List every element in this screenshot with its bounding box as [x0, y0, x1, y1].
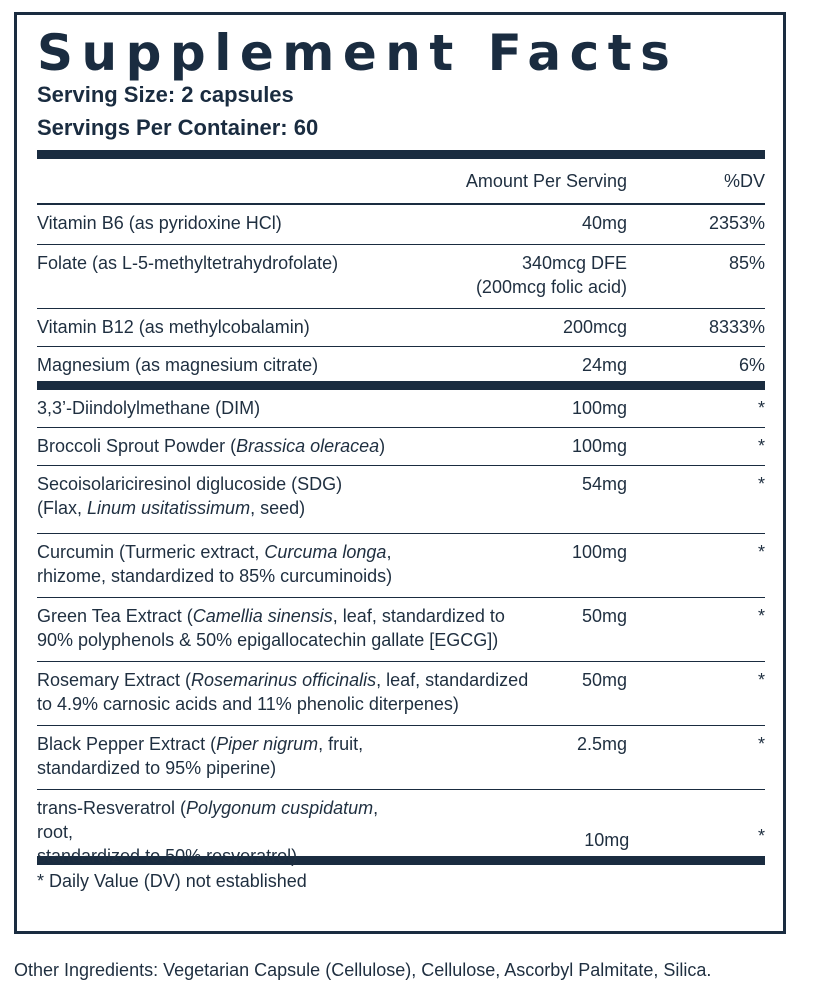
ingredient-row [37, 466, 765, 534]
ingredient-amount: 54mg [581, 474, 627, 494]
other-ingredients: Other Ingredients: Vegetarian Capsule (Cellulose), Cellulose, Ascorbyl Palmitate, Silica. [14, 960, 712, 980]
nutrient-dv: 6% [738, 355, 765, 375]
ingredient-row [37, 662, 765, 726]
nutrient-row [37, 245, 765, 309]
nutrient-dv: 85% [728, 253, 765, 273]
nutrient-amount: 340mcg DFE [521, 253, 627, 273]
ingredient-dv: * [757, 606, 765, 626]
ingredient-amount: 100mg [571, 398, 627, 418]
ingredient-name: Green Tea Extract (Camellia sinensis, leaf, standardized to 90% polyphenols & 50% epigallocatechin gallate [EGCG]) [37, 606, 505, 650]
nutrient-amount-note: (200mcg folic acid) [475, 277, 627, 297]
ingredient-name: Curcumin (Turmeric extract, Curcuma longa, rhizome, standardized to 85% curcuminoids) [37, 542, 393, 586]
nutrient-amount: 200mcg [562, 317, 627, 337]
nutrient-name: Folate (as L-5-methyltetrahydrofolate) [37, 253, 339, 273]
ingredient-amount: 50mg [581, 606, 627, 626]
ingredient-row [37, 390, 765, 428]
nutrient-dv: 2353% [708, 213, 765, 233]
ingredient-dv: * [757, 398, 765, 418]
ingredient-row [37, 598, 765, 662]
nutrient-row [37, 347, 765, 381]
ingredient-row [37, 726, 765, 790]
nutrient-name: Vitamin B6 (as pyridoxine HCl) [37, 213, 282, 233]
ingredient-name: Black Pepper Extract (Piper nigrum, fruit, standardized to 95% piperine) [37, 734, 364, 778]
panel-title: Supplement Facts [37, 24, 679, 82]
divider-thick [37, 381, 765, 390]
ingredient-amount: 100mg [571, 436, 627, 456]
ingredient-name: trans-Resveratrol (Polygonum cuspidatum, root, standardized to 50% resveratrol) [37, 798, 379, 866]
ingredient-dv: * [757, 542, 765, 562]
divider-thick [37, 150, 765, 159]
supplement-facts-panel [14, 12, 786, 934]
ingredient-name: 3,3’-Diindolylmethane (DIM) [37, 398, 261, 418]
ingredient-amount: 2.5mg [576, 734, 627, 754]
ingredient-row [37, 790, 765, 866]
nutrient-row [37, 309, 765, 347]
ingredient-dv: * [757, 474, 765, 494]
ingredient-amount: 50mg [581, 670, 627, 690]
servings-per-container: Servings Per Container: 60 [37, 115, 319, 140]
nutrient-row [37, 205, 765, 245]
footnote: * Daily Value (DV) not established [37, 871, 307, 891]
nutrient-dv: 8333% [708, 317, 765, 337]
ingredient-name: Rosemary Extract (Rosemarinus officinalis, leaf, standardized to 4.9% carnosic acids and 11% phenolic diterpenes) [37, 670, 529, 714]
ingredient-dv: * [757, 436, 765, 456]
serving-size: Serving Size: 2 capsules [37, 82, 294, 107]
ingredient-amount: 10mg [584, 830, 630, 850]
ingredient-row [37, 534, 765, 598]
nutrient-name: Vitamin B12 (as methylcobalamin) [37, 317, 310, 337]
ingredient-name: Broccoli Sprout Powder (Brassica oleracea) [37, 436, 386, 456]
nutrient-amount: 24mg [581, 355, 627, 375]
ingredient-amount: 100mg [571, 542, 627, 562]
nutrient-amount: 40mg [581, 213, 627, 233]
column-header [37, 159, 765, 203]
ingredient-dv: * [757, 734, 765, 754]
ingredient-dv: * [757, 826, 765, 846]
amount-header: Amount Per Serving [465, 170, 627, 191]
ingredient-row [37, 428, 765, 466]
dv-header: %DV [723, 170, 765, 191]
ingredient-name: Secoisolariciresinol diglucoside (SDG) (Flax, Linum usitatissimum, seed) [37, 474, 343, 518]
nutrient-name: Magnesium (as magnesium citrate) [37, 355, 319, 375]
ingredient-dv: * [757, 670, 765, 690]
